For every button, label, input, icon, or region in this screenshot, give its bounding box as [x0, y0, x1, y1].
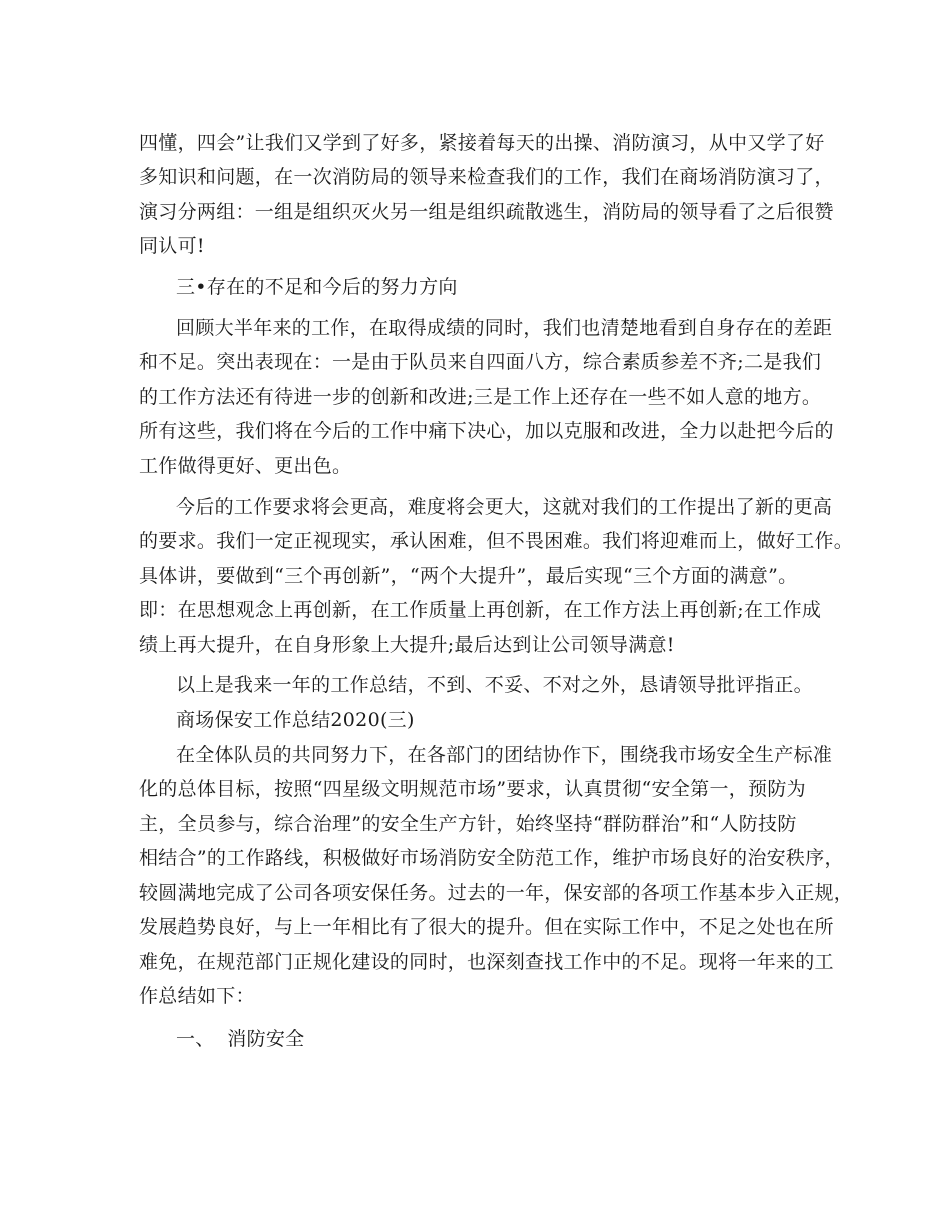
text-line: 化的总体目标，按照“四星级文明规范市场”要求，认真贯彻“安全第一，预防为 [139, 778, 806, 800]
section-heading: 一、 消防安全 [176, 1028, 305, 1050]
text-line: 发展趋势良好，与上一年相比有了很大的提升。但在实际工作中，不足之处也在所 [139, 916, 834, 938]
text-line: 和不足。突出表现在：一是由于队员来自四面八方，综合素质参差不齐;二是我们 [139, 351, 822, 373]
text-line: 较圆满地完成了公司各项安保任务。过去的一年，保安部的各项工作基本步入正规， [139, 882, 854, 904]
text-line: 多知识和问题，在一次消防局的领导来检查我们的工作，我们在商场消防演习了， [139, 166, 834, 188]
text-line: 具体讲，要做到“三个再创新”，“两个大提升”，最后实现“三个方面的满意”。 [139, 565, 798, 587]
text-line: 回顾大半年来的工作，在取得成绩的同时，我们也清楚地看到自身存在的差距 [176, 317, 833, 339]
text-line: 主，全员参与，综合治理”的安全生产方针，始终坚持“群防群治”和“人防技防 [139, 813, 797, 835]
section-heading: 三•存在的不足和今后的努力方向 [176, 276, 458, 298]
text-line: 的要求。我们一定正视现实，承认困难，但不畏困难。我们将迎难而上，做好工作。 [139, 530, 854, 552]
text-line: 相结合”的工作路线，积极做好市场消防安全防范工作，维护市场良好的治安秩序， [139, 847, 844, 869]
text-line: 难免，在规范部门正规化建设的同时，也深刻查找工作中的不足。现将一年来的工 [139, 951, 834, 973]
text-line: 四懂，四会”让我们又学到了好多，紧接着每天的出操、消防演习，从中又学了好 [139, 132, 825, 154]
section-heading: 商场保安工作总结2020(三) [176, 709, 415, 731]
text-line: 同认可! [139, 235, 205, 257]
text-line: 今后的工作要求将会更高，难度将会更大，这就对我们的工作提出了新的更高 [176, 496, 833, 518]
text-line: 作总结如下： [139, 985, 255, 1007]
text-line: 在全体队员的共同努力下，在各部门的团结协作下，围绕我市场安全生产标准 [176, 744, 833, 766]
text-line: 即：在思想观念上再创新，在工作质量上再创新，在工作方法上再创新;在工作成 [139, 599, 822, 621]
text-line: 以上是我来一年的工作总结，不到、不妥、不对之外，恳请领导批评指正。 [176, 674, 813, 696]
text-line: 工作做得更好、更出色。 [139, 455, 352, 477]
text-line: 演习分两组：一组是组织灭火另一组是组织疏散逃生，消防局的领导看了之后很赞 [139, 201, 834, 223]
text-line: 所有这些，我们将在今后的工作中痛下决心，加以克服和改进，全力以赴把今后的 [139, 420, 834, 442]
text-line: 的工作方法还有待进一步的创新和改进;三是工作上还存在一些不如人意的地方。 [139, 386, 822, 408]
text-line: 绩上再大提升，在自身形象上大提升;最后达到让公司领导满意! [139, 634, 675, 656]
